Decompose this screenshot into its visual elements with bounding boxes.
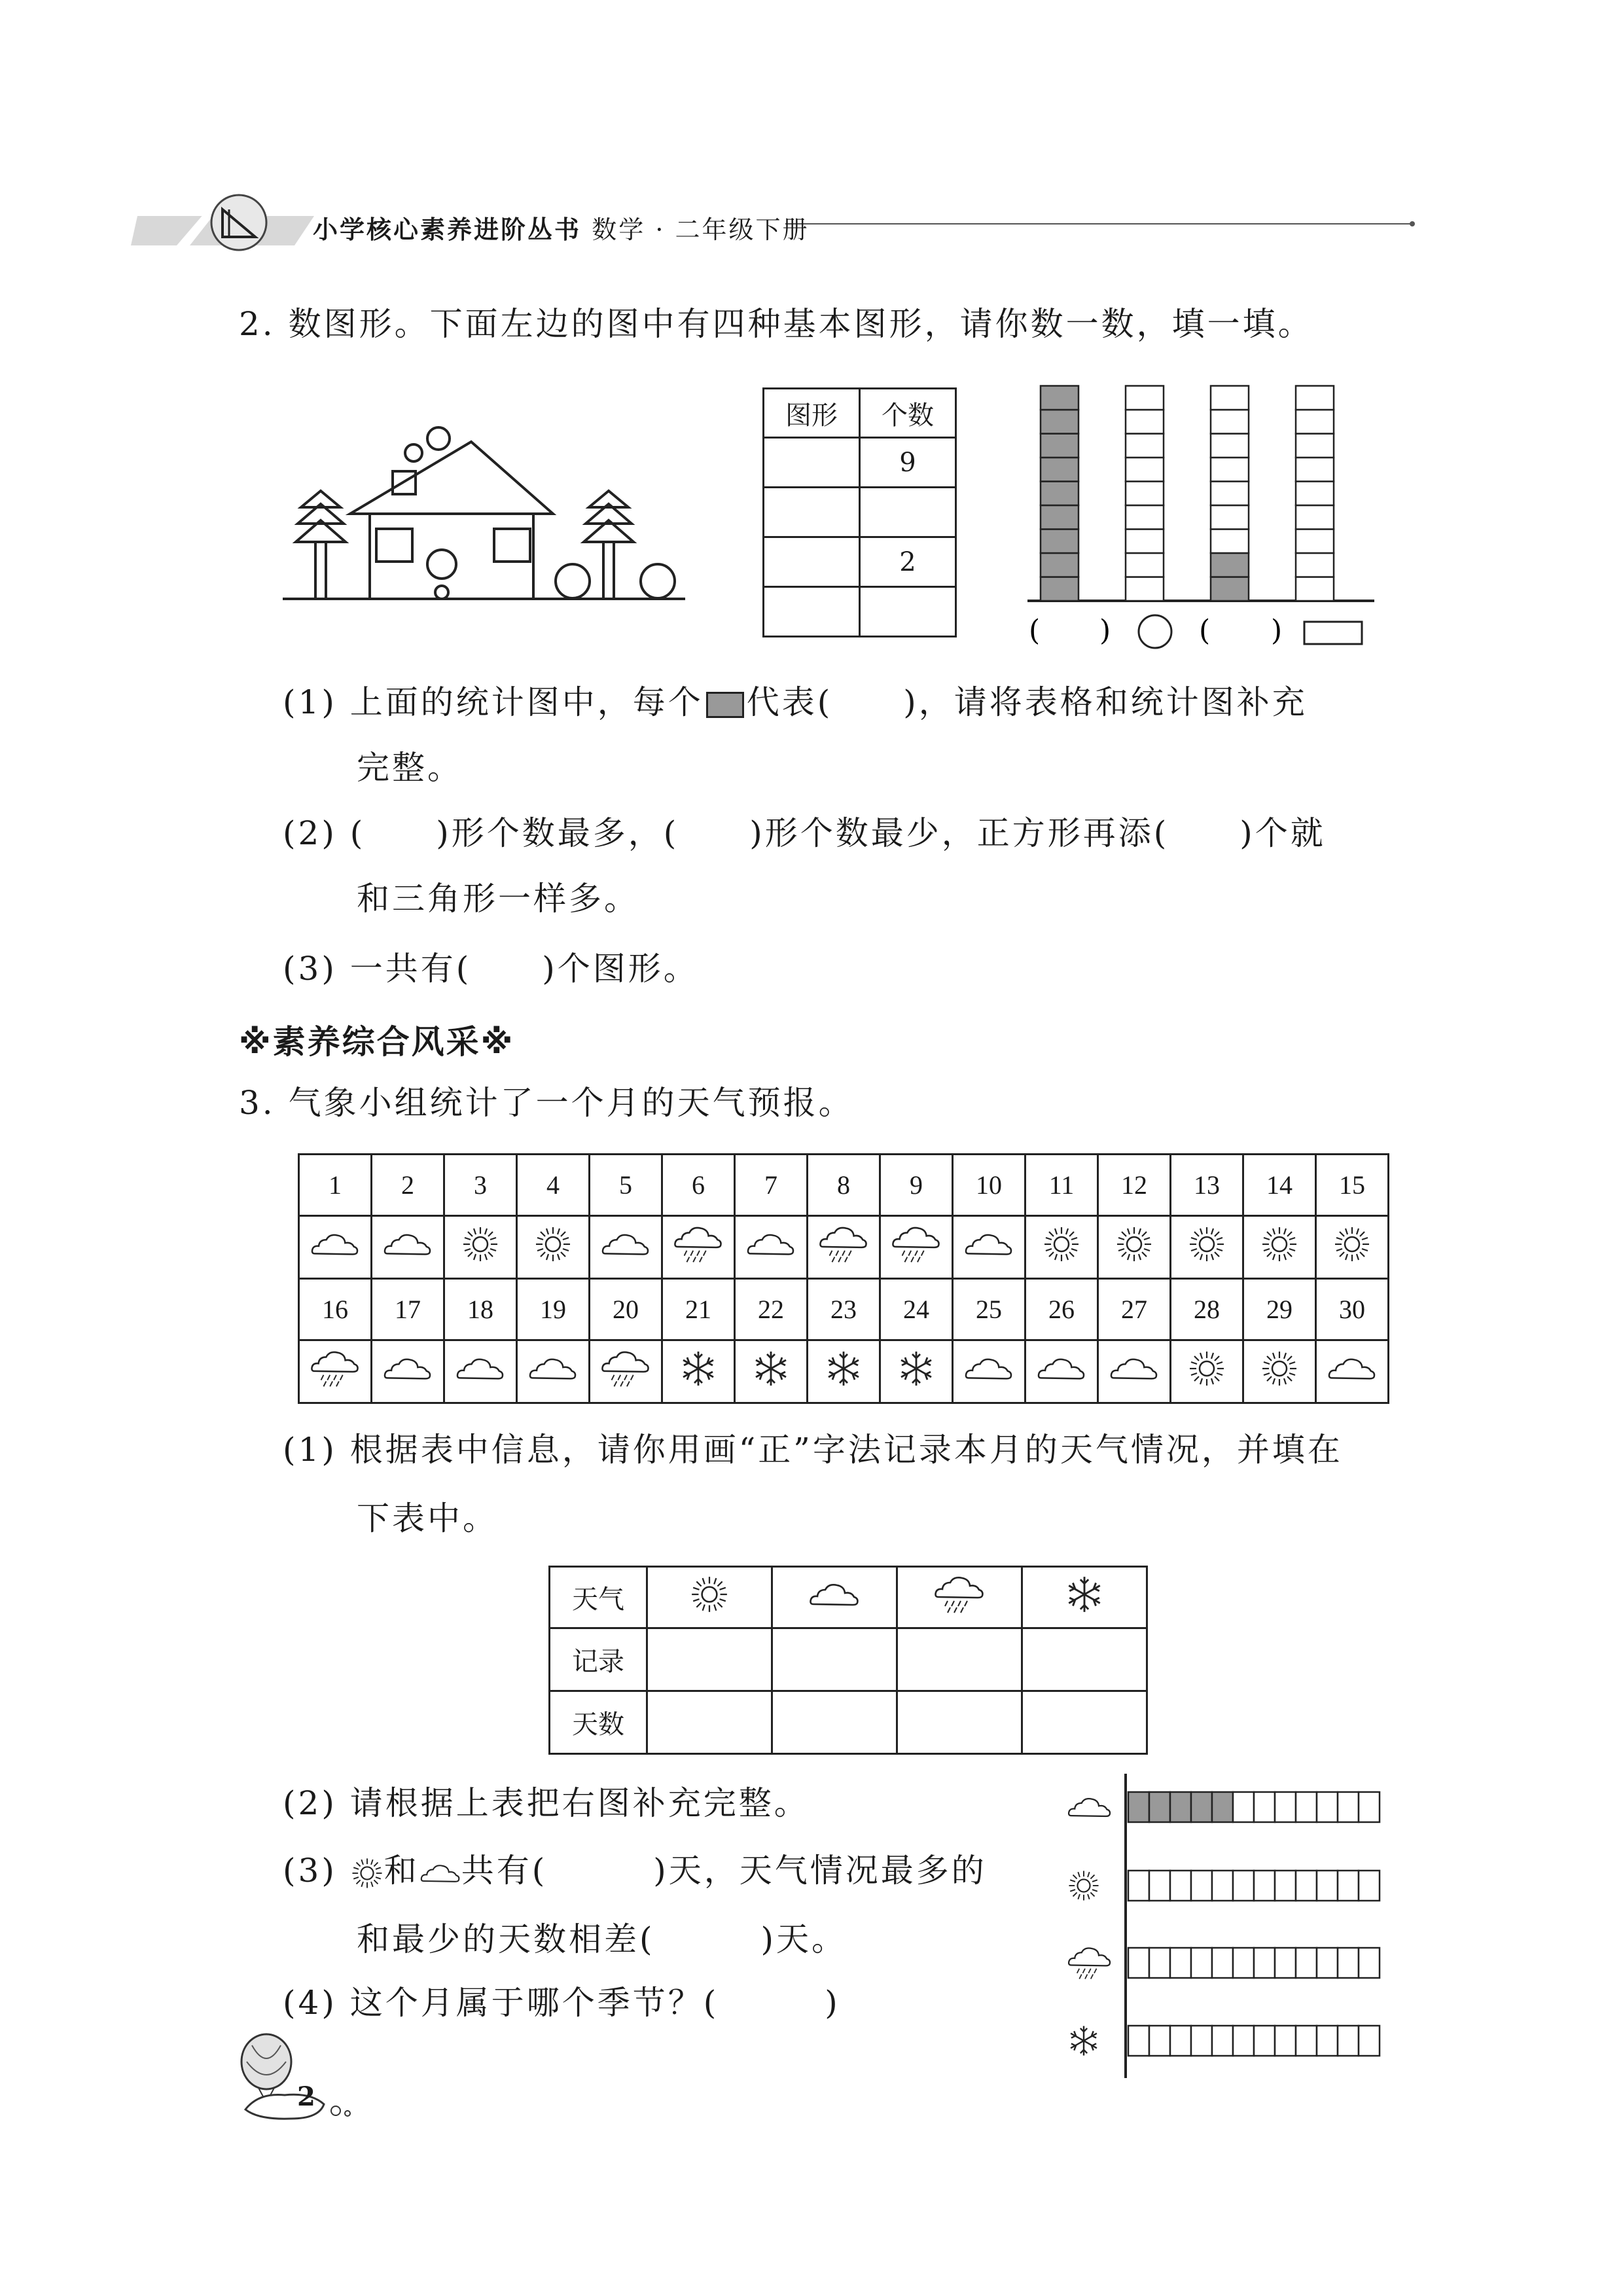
bar-cell-empty[interactable] xyxy=(1191,1948,1212,1978)
tally-cell[interactable] xyxy=(647,1628,772,1691)
bar-cell-empty[interactable] xyxy=(1275,1792,1296,1822)
bar-cell-empty[interactable] xyxy=(1126,577,1164,601)
bar-cell-empty[interactable] xyxy=(1126,529,1164,554)
bar-cell-filled xyxy=(1041,505,1079,529)
bar-cell-filled xyxy=(1041,553,1079,577)
bar-cell-empty[interactable] xyxy=(1149,1871,1170,1901)
bar-cell-empty[interactable] xyxy=(1275,1871,1296,1901)
shape-count-table xyxy=(762,387,957,637)
rainy-icon xyxy=(880,1216,953,1279)
sunny-icon xyxy=(1026,1216,1098,1279)
row-label: 天气 xyxy=(550,1567,647,1628)
cloudy-icon xyxy=(444,1340,517,1403)
header-title xyxy=(313,209,810,245)
bar-cell-filled xyxy=(1211,577,1249,601)
day-number: 8 xyxy=(808,1155,880,1216)
day-number: 4 xyxy=(517,1155,590,1216)
day-number: 6 xyxy=(662,1155,735,1216)
q3-sub1: (1) 根据表中信息，请你用画“正”字法记录本月的天气情况，并填在 xyxy=(283,1431,1343,1469)
bar-cell-empty[interactable] xyxy=(1296,2026,1317,2056)
day-number: 21 xyxy=(662,1279,735,1340)
bar-cell-empty[interactable] xyxy=(1191,2026,1212,2056)
cloudy-icon xyxy=(953,1340,1026,1403)
bar-cell-empty[interactable] xyxy=(1211,457,1249,482)
sunny-icon xyxy=(1243,1216,1316,1279)
bar-cell-empty[interactable] xyxy=(1126,553,1164,577)
bar-cell-filled xyxy=(1041,577,1079,601)
q3-sub3-text: 共有( )天，天气情况最多的 xyxy=(461,1852,987,1890)
bar-cell-filled xyxy=(1041,529,1079,554)
bar-cell-empty[interactable] xyxy=(1126,457,1164,482)
bar-cell-empty[interactable] xyxy=(1338,1948,1359,1978)
tally-cell[interactable] xyxy=(897,1628,1022,1691)
rainy-icon xyxy=(590,1340,662,1403)
q2-sub3: (3) 一共有( )个图形。 xyxy=(283,950,699,988)
q3-sub3-cont: 和最少的天数相差( )天。 xyxy=(357,1920,847,1958)
cloudy-icon xyxy=(1098,1340,1171,1403)
table-cell[interactable]: 9 xyxy=(860,438,956,488)
bar-cell-empty[interactable] xyxy=(1233,1948,1254,1978)
table-cell[interactable] xyxy=(860,587,956,637)
bar-cell-empty[interactable] xyxy=(1359,1792,1380,1822)
circle-shape-icon xyxy=(1139,615,1171,648)
cloudy-icon xyxy=(372,1340,444,1403)
table-header: 个数 xyxy=(860,389,956,438)
rainy-icon xyxy=(808,1216,880,1279)
bar-cell-empty[interactable] xyxy=(1296,577,1334,601)
bar-cell-empty[interactable] xyxy=(1211,529,1249,554)
bar-cell-empty[interactable] xyxy=(1254,2026,1275,2056)
day-number: 27 xyxy=(1098,1279,1171,1340)
row-label: 记录 xyxy=(550,1628,647,1691)
day-number: 26 xyxy=(1026,1279,1098,1340)
bar-cell-empty[interactable] xyxy=(1170,1871,1191,1901)
sunny-icon xyxy=(1069,1871,1098,1900)
sunny-icon xyxy=(1171,1216,1243,1279)
sunny-icon xyxy=(1316,1216,1389,1279)
bar-cell-empty[interactable] xyxy=(1191,1871,1212,1901)
bar-cell-empty[interactable] xyxy=(1296,482,1334,506)
day-number: 30 xyxy=(1316,1279,1389,1340)
cloudy-icon xyxy=(953,1216,1026,1279)
tally-cell[interactable] xyxy=(1022,1628,1147,1691)
axis-label-blank: ) xyxy=(1271,614,1283,647)
bar-cell-empty[interactable] xyxy=(1233,1792,1254,1822)
bar-cell-empty[interactable] xyxy=(1275,1948,1296,1978)
weather-tally-table xyxy=(548,1566,1148,1755)
count-cell[interactable] xyxy=(1022,1691,1147,1754)
bar-cell-empty[interactable] xyxy=(1338,1871,1359,1901)
day-number: 2 xyxy=(372,1155,444,1216)
bar-cell-empty[interactable] xyxy=(1254,1871,1275,1901)
q2-title: 2. 数图形。下面左边的图中有四种基本图形，请你数一数，填一填。 xyxy=(239,305,1313,343)
day-number: 17 xyxy=(372,1279,444,1340)
bar-cell-empty[interactable] xyxy=(1211,434,1249,458)
bar-cell-empty[interactable] xyxy=(1296,529,1334,554)
rainy-icon xyxy=(299,1340,372,1403)
snowy-icon xyxy=(808,1340,880,1403)
q3-sub3 xyxy=(283,1851,987,1890)
day-number: 20 xyxy=(590,1279,662,1340)
bar-cell-empty[interactable] xyxy=(1296,1792,1317,1822)
table-cell[interactable] xyxy=(860,488,956,537)
cloudy-icon xyxy=(1026,1340,1098,1403)
q2-sub1-cont: 完整。 xyxy=(357,749,463,787)
weather-bar-chart xyxy=(1060,1774,1414,2081)
cloudy-icon xyxy=(517,1340,590,1403)
cloudy-icon xyxy=(299,1216,372,1279)
bar-cell-empty[interactable] xyxy=(1170,2026,1191,2056)
bar-cell-empty[interactable] xyxy=(1212,1871,1233,1901)
q3-sub3-and: 和 xyxy=(383,1852,419,1890)
bar-cell-filled xyxy=(1170,1792,1191,1822)
count-cell[interactable] xyxy=(897,1691,1022,1754)
bar-cell-empty[interactable] xyxy=(1359,1948,1380,1978)
cloudy-icon xyxy=(1069,1799,1110,1816)
bar-cell-filled xyxy=(1211,553,1249,577)
bar-cell-empty[interactable] xyxy=(1317,1948,1338,1978)
day-number: 18 xyxy=(444,1279,517,1340)
bar-cell-empty[interactable] xyxy=(1338,1792,1359,1822)
day-number: 5 xyxy=(590,1155,662,1216)
bar-cell-filled xyxy=(1041,410,1079,434)
table-header: 图形 xyxy=(764,389,860,438)
cloudy-icon xyxy=(419,1859,461,1887)
bar-cell-empty[interactable] xyxy=(1128,2026,1149,2056)
day-number: 28 xyxy=(1171,1279,1243,1340)
day-number: 29 xyxy=(1243,1279,1316,1340)
bar-cell-empty[interactable] xyxy=(1296,1948,1317,1978)
table-cell[interactable] xyxy=(764,438,860,488)
bar-cell-empty[interactable] xyxy=(1211,482,1249,506)
bar-cell-empty[interactable] xyxy=(1296,457,1334,482)
bar-cell-empty[interactable] xyxy=(1149,1948,1170,1978)
bar-cell-empty[interactable] xyxy=(1296,410,1334,434)
cloudy-icon xyxy=(1316,1340,1389,1403)
bar-cell-empty[interactable] xyxy=(1211,505,1249,529)
bar-cell-empty[interactable] xyxy=(1211,410,1249,434)
rainy-icon xyxy=(1069,1948,1110,1979)
bar-cell-empty[interactable] xyxy=(1338,2026,1359,2056)
table-cell[interactable] xyxy=(764,488,860,537)
bar-cell-empty[interactable] xyxy=(1296,386,1334,410)
sunny-icon xyxy=(1098,1216,1171,1279)
bar-cell-empty[interactable] xyxy=(1296,505,1334,529)
day-number: 23 xyxy=(808,1279,880,1340)
day-number: 15 xyxy=(1316,1155,1389,1216)
bar-cell-empty[interactable] xyxy=(1254,1948,1275,1978)
table-cell[interactable] xyxy=(764,587,860,637)
snowy-icon xyxy=(1022,1567,1147,1628)
page-number: 2 xyxy=(297,2081,315,2112)
sunny-icon xyxy=(444,1216,517,1279)
bar-cell-empty[interactable] xyxy=(1149,2026,1170,2056)
bar-cell-empty[interactable] xyxy=(1212,1948,1233,1978)
sunny-icon xyxy=(1171,1340,1243,1403)
bar-cell-empty[interactable] xyxy=(1296,553,1334,577)
day-number: 11 xyxy=(1026,1155,1098,1216)
bar-cell-filled xyxy=(1191,1792,1212,1822)
sunny-icon xyxy=(1243,1340,1316,1403)
rectangle-shape-icon xyxy=(1304,622,1362,644)
table-cell[interactable]: 2 xyxy=(860,537,956,587)
cloudy-icon xyxy=(372,1216,444,1279)
rainy-icon xyxy=(897,1567,1022,1628)
rainy-icon xyxy=(662,1216,735,1279)
bar-cell-empty[interactable] xyxy=(1296,434,1334,458)
day-number: 7 xyxy=(735,1155,808,1216)
q3-sub2: (2) 请根据上表把右图补充完整。 xyxy=(283,1784,810,1822)
bar-cell-filled xyxy=(1212,1792,1233,1822)
bar-cell-empty[interactable] xyxy=(1212,2026,1233,2056)
bar-cell-filled xyxy=(1041,482,1079,506)
gray-square-icon xyxy=(706,692,744,718)
section-title: ※素养综合风采※ xyxy=(239,1023,515,1061)
row-label: 天数 xyxy=(550,1691,647,1754)
sunny-icon xyxy=(517,1216,590,1279)
bar-cell-filled xyxy=(1149,1792,1170,1822)
cloudy-icon xyxy=(772,1567,897,1628)
day-number: 9 xyxy=(880,1155,953,1216)
bar-cell-empty[interactable] xyxy=(1233,2026,1254,2056)
bar-cell-empty[interactable] xyxy=(1317,1871,1338,1901)
count-cell[interactable] xyxy=(647,1691,772,1754)
q3-sub4: (4) 这个月属于哪个季节？( ) xyxy=(283,1984,840,2022)
bar-cell-filled xyxy=(1128,1792,1149,1822)
weather-forecast-table xyxy=(298,1153,1389,1404)
bar-cell-empty[interactable] xyxy=(1170,1948,1191,1978)
bar-cell-empty[interactable] xyxy=(1233,1871,1254,1901)
bar-cell-empty[interactable] xyxy=(1275,2026,1296,2056)
bar-cell-empty[interactable] xyxy=(1126,410,1164,434)
q2-sub2: (2) ( )形个数最多，( )形个数最少，正方形再添( )个就 xyxy=(283,814,1326,852)
bar-cell-empty[interactable] xyxy=(1254,1792,1275,1822)
day-number: 13 xyxy=(1171,1155,1243,1216)
cloudy-icon xyxy=(590,1216,662,1279)
day-number: 24 xyxy=(880,1279,953,1340)
snowy-icon xyxy=(662,1340,735,1403)
q2-sub1-text-b: 代表( )，请将表格和统计图补充 xyxy=(746,683,1308,721)
q2-sub1 xyxy=(283,683,1308,722)
bar-cell-filled xyxy=(1041,386,1079,410)
bar-cell-empty[interactable] xyxy=(1126,482,1164,506)
bar-cell-empty[interactable] xyxy=(1126,434,1164,458)
q3-sub1-cont: 下表中。 xyxy=(357,1499,498,1537)
snowy-icon xyxy=(1071,2026,1097,2055)
day-number: 12 xyxy=(1098,1155,1171,1216)
day-number: 19 xyxy=(517,1279,590,1340)
bar-cell-empty[interactable] xyxy=(1211,386,1249,410)
axis-label-blank: ( xyxy=(1029,614,1041,647)
day-number: 22 xyxy=(735,1279,808,1340)
axis-label-blank: ) xyxy=(1099,614,1111,647)
bar-cell-empty[interactable] xyxy=(1126,505,1164,529)
bar-cell-empty[interactable] xyxy=(1317,1792,1338,1822)
bar-cell-filled xyxy=(1041,434,1079,458)
sunny-icon xyxy=(350,1856,384,1890)
day-number: 25 xyxy=(953,1279,1026,1340)
bar-cell-empty[interactable] xyxy=(1359,2026,1380,2056)
series-title: 小学核心素养进阶丛书 xyxy=(313,215,582,244)
day-number: 3 xyxy=(444,1155,517,1216)
table-cell[interactable] xyxy=(764,537,860,587)
bar-cell-empty[interactable] xyxy=(1128,1871,1149,1901)
q3-title: 3. 气象小组统计了一个月的天气预报。 xyxy=(239,1084,854,1122)
day-number: 10 xyxy=(953,1155,1026,1216)
sunny-icon xyxy=(647,1567,772,1628)
axis-label-blank: ( xyxy=(1199,614,1211,647)
day-number: 1 xyxy=(299,1155,372,1216)
bar-cell-empty[interactable] xyxy=(1126,386,1164,410)
q2-sub2-cont: 和三角形一样多。 xyxy=(357,880,639,918)
q3-sub3-num: (3) xyxy=(283,1852,337,1890)
day-number: 14 xyxy=(1243,1155,1316,1216)
cloudy-icon xyxy=(735,1216,808,1279)
snowy-icon xyxy=(735,1340,808,1403)
subject-grade: 数学 · 二年级下册 xyxy=(592,215,810,244)
bar-cell-empty[interactable] xyxy=(1317,2026,1338,2056)
bar-cell-empty[interactable] xyxy=(1359,1871,1380,1901)
tally-cell[interactable] xyxy=(772,1628,897,1691)
bar-cell-empty[interactable] xyxy=(1128,1948,1149,1978)
shape-bar-chart xyxy=(1027,367,1381,661)
bar-cell-empty[interactable] xyxy=(1296,1871,1317,1901)
q2-sub1-text-a: (1) 上面的统计图中，每个 xyxy=(283,683,704,721)
snowy-icon xyxy=(880,1340,953,1403)
bar-cell-filled xyxy=(1041,457,1079,482)
day-number: 16 xyxy=(299,1279,372,1340)
house-figure xyxy=(281,425,687,602)
count-cell[interactable] xyxy=(772,1691,897,1754)
